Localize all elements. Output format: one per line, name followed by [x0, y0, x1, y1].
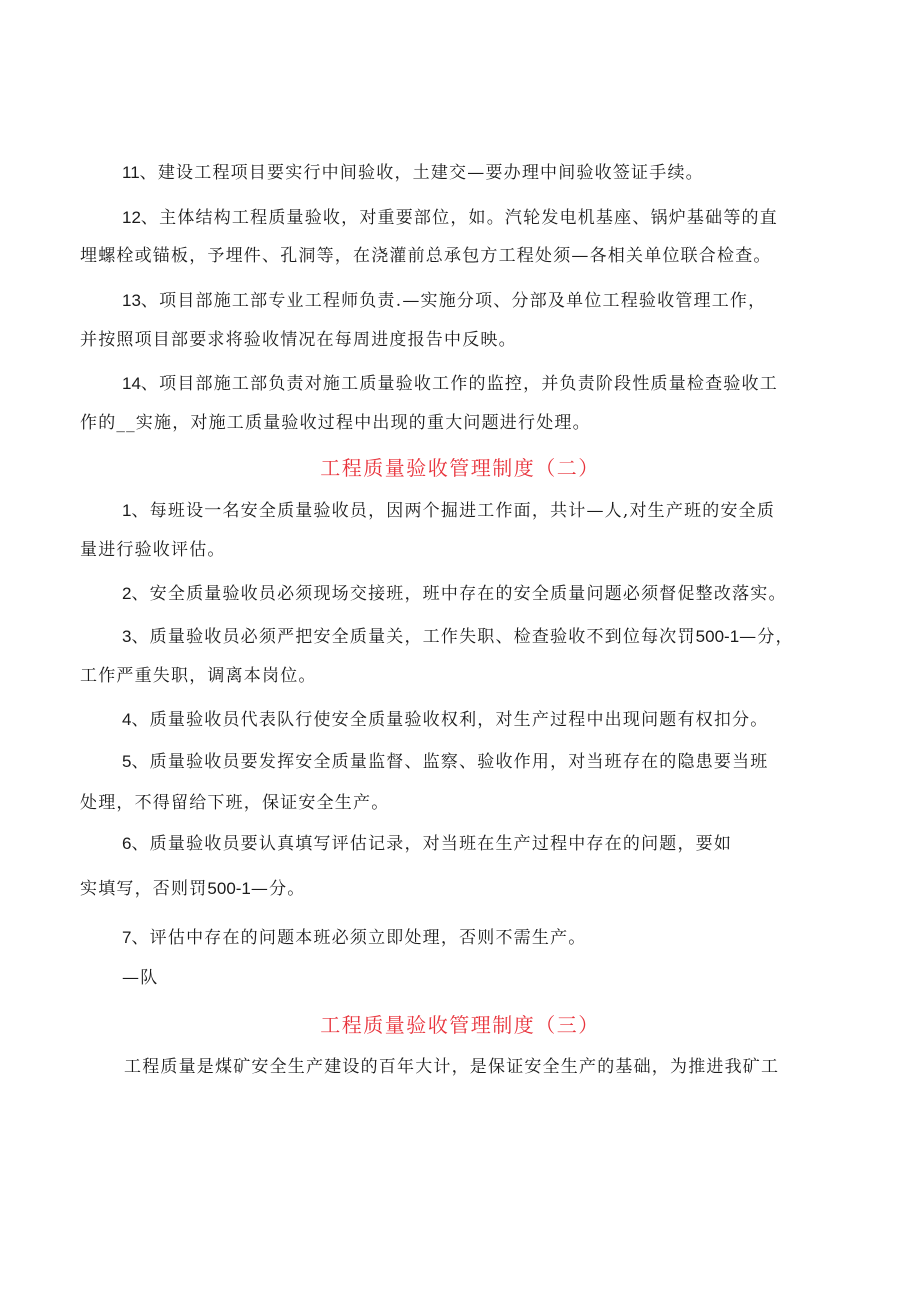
- item-text: 、每班设一名安全质量验收员，因两个掘进工作面，共计—人,对生产班的安全质: [131, 501, 776, 521]
- item-12-line-2: 埋螺栓或锚板，予埋件、孔洞等，在浇灌前总承包方工程处须—各相关单位联合检查。: [80, 246, 772, 266]
- section-3-paragraph-line-1: 工程质量是煤矿安全生产建设的百年大计，是保证安全生产的基础，为推进我矿工: [124, 1057, 780, 1077]
- item-5-line-2: 处理，不得留给下班，保证安全生产。: [80, 793, 390, 813]
- item-14-line-2: 作的__实施，对施工质量验收过程中出现的重大问题进行处理。: [80, 413, 591, 433]
- item-number: 13: [122, 291, 141, 310]
- item-text: 、质量验收员代表队行使安全质量验收权利，对生产过程中出现问题有权扣分。: [131, 710, 769, 730]
- item-1-line-1: [122, 500, 775, 522]
- item-13-line-2: 并按照项目部要求将验收情况在每周进度报告中反映。: [80, 330, 517, 350]
- item-text-suffix: —分。: [250, 879, 306, 899]
- item-text: 、质量验收员必须严把安全质量关，工作失职、检查验收不到位每次罚: [131, 627, 696, 647]
- item-text: 、质量验收员要认真填写评估记录，对当班在生产过程中存在的问题，要如: [131, 834, 733, 854]
- item-7: [122, 927, 586, 949]
- item-3-line-1: [122, 626, 794, 648]
- item-5-line-1: [122, 751, 768, 773]
- item-number: 2: [122, 584, 132, 603]
- item-11: [122, 162, 704, 184]
- item-number: 11: [122, 163, 140, 182]
- item-number: 7: [122, 928, 132, 947]
- item-number: 1: [122, 501, 132, 520]
- section-heading-2: 工程质量验收管理制度（二）: [320, 456, 600, 480]
- item-number: 6: [122, 834, 132, 853]
- item-4: [122, 709, 768, 731]
- item-text: 、质量验收员要发挥安全质量监督、监察、验收作用，对当班存在的隐患要当班: [131, 752, 769, 772]
- fine-amount: 500-1: [695, 627, 740, 646]
- item-2: [122, 583, 787, 605]
- item-3-line-2: 工作严重失职，调离本岗位。: [80, 666, 317, 686]
- team-signature: —队: [122, 968, 159, 988]
- item-1-line-2: 量进行验收评估。: [80, 540, 226, 560]
- item-text: 实填写，否则罚: [80, 879, 208, 899]
- section-heading-3: 工程质量验收管理制度（三）: [320, 1013, 600, 1037]
- item-14-line-1: [122, 373, 778, 395]
- item-text: 、建设工程项目要实行中间验收，土建交—要办理中间验收签证手续。: [139, 163, 704, 183]
- item-13-line-1: [122, 290, 766, 312]
- item-number: 14: [122, 374, 141, 393]
- item-number: 5: [122, 752, 132, 771]
- item-text-suffix: —分，: [739, 627, 794, 647]
- item-6-line-1: [122, 833, 732, 855]
- fine-amount: 500-1: [207, 879, 251, 898]
- item-text: 、安全质量验收员必须现场交接班，班中存在的安全质量问题必须督促整改落实。: [131, 584, 787, 604]
- item-text: 、项目部施工部专业工程师负责.—实施分项、分部及单位工程验收管理工作，: [140, 291, 767, 311]
- item-number: 12: [122, 208, 141, 227]
- item-number: 3: [122, 627, 132, 646]
- item-text: 、项目部施工部负责对施工质量验收工作的监控，并负责阶段性质量检查验收工: [140, 374, 778, 394]
- item-12-line-1: [122, 207, 778, 229]
- item-text: 、主体结构工程质量验收，对重要部位，如。汽轮发电机基座、锅炉基础等的直: [140, 208, 778, 228]
- item-number: 4: [122, 710, 132, 729]
- item-text: 、评估中存在的问题本班必须立即处理，否则不需生产。: [131, 928, 587, 948]
- item-6-line-2: [80, 878, 306, 900]
